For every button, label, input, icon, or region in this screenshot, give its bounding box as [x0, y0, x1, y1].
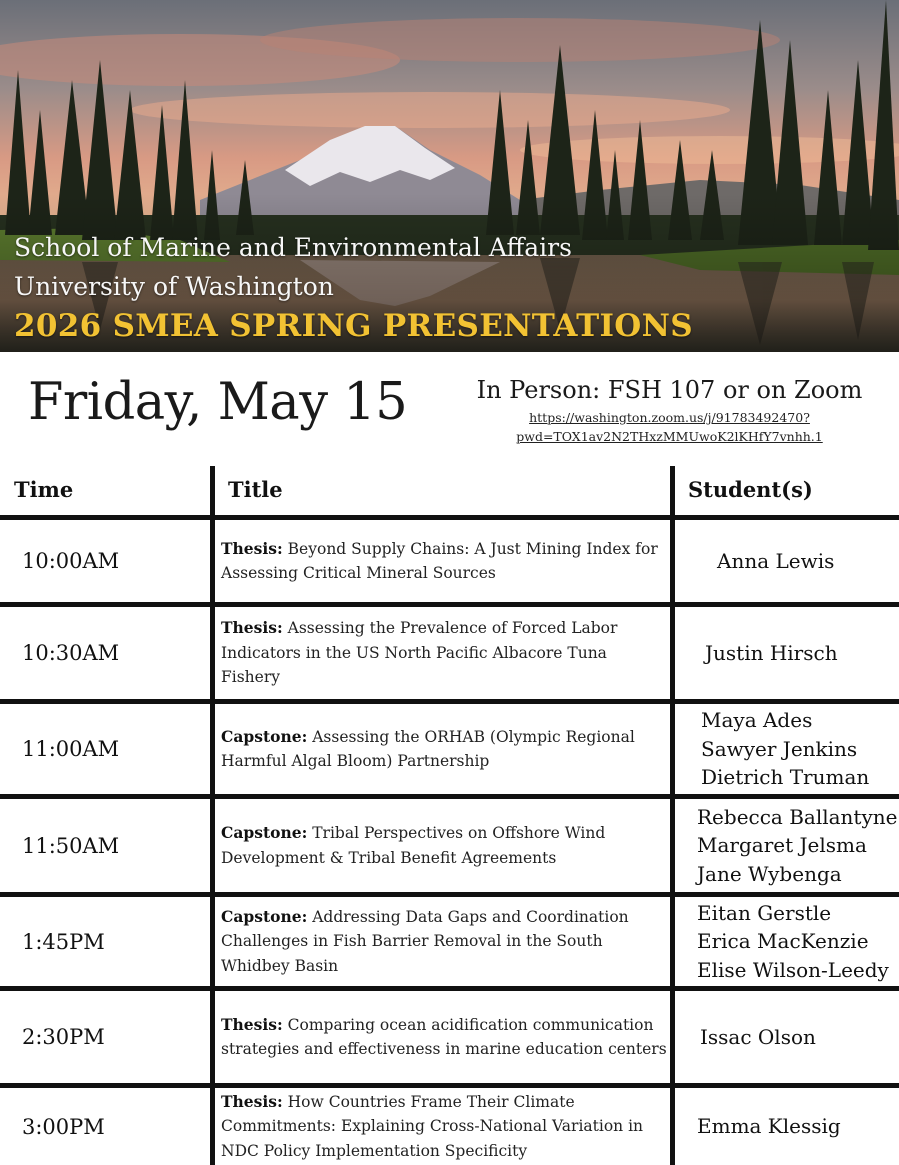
row-title	[217, 607, 672, 699]
row-students	[677, 607, 899, 699]
row-type: Thesis:	[221, 538, 283, 558]
row-students	[677, 704, 899, 794]
student-name: Anna Lewis	[717, 548, 835, 573]
hero-banner	[0, 0, 899, 352]
row-students	[677, 1088, 899, 1165]
hero-text-block	[14, 228, 693, 346]
row-title-text: Assessing the Prevalence of Forced Labor Indicators in the US North Pacific Albacore Tuna Fishery	[221, 619, 618, 687]
student-name: Sawyer Jenkins	[701, 736, 858, 761]
row-title	[217, 520, 672, 602]
row-title	[217, 897, 672, 986]
row-type: Thesis:	[221, 1091, 283, 1111]
row-title-text: Comparing ocean acidification communication strategies and effectiveness in marine education centers	[221, 1015, 667, 1058]
row-time: 1:45PM	[22, 929, 105, 954]
student-name: Eitan Gerstle	[697, 900, 832, 925]
row-title-text: Beyond Supply Chains: A Just Mining Index for Assessing Critical Mineral Sources	[221, 539, 658, 582]
location-label: In Person: FSH 107 or on Zoom	[476, 376, 863, 404]
row-type: Capstone:	[221, 726, 308, 746]
student-name: Rebecca Ballantyne	[697, 804, 898, 829]
location-block	[440, 372, 899, 446]
header-students: Student(s)	[688, 477, 813, 502]
row-students	[677, 520, 899, 602]
zoom-link-line1[interactable]: https://washington.zoom.us/j/91783492470?	[529, 410, 810, 425]
university-name: University of Washington	[14, 272, 334, 301]
row-type: Thesis:	[221, 618, 283, 638]
header-time: Time	[14, 477, 74, 502]
row-students	[677, 897, 899, 986]
row-type: Capstone:	[221, 906, 308, 926]
row-time: 11:00AM	[22, 737, 120, 761]
row-type: Capstone:	[221, 823, 308, 842]
row-title-text: How Countries Frame Their Climate Commitments: Explaining Cross-National Variation in NDC Policy Implementation Specificity	[221, 1092, 644, 1160]
row-title-text: Assessing the ORHAB (Olympic Regional Harmful Algal Bloom) Partnership	[221, 727, 635, 770]
header-title: Title	[228, 477, 283, 502]
row-time: 10:00AM	[22, 549, 120, 573]
event-date: Friday, May 15	[28, 373, 408, 432]
zoom-link-line2[interactable]: pwd=TOX1av2N2THxzMMUwoK2lKHfY7vnhh.1	[516, 429, 823, 444]
row-title	[217, 799, 672, 892]
student-name: Jane Wybenga	[697, 861, 842, 886]
event-title: 2026 SMEA SPRING PRESENTATIONS	[14, 308, 693, 344]
row-title	[217, 1088, 672, 1165]
row-title-text: Addressing Data Gaps and Coordination Challenges in Fish Barrier Removal in the South Whidbey Basin	[221, 907, 629, 975]
student-name: Issac Olson	[700, 1024, 816, 1049]
student-name: Justin Hirsch	[705, 640, 838, 665]
row-title-text: Tribal Perspectives on Offshore Wind Development & Tribal Benefit Agreements	[221, 824, 606, 867]
row-title	[217, 991, 672, 1083]
row-time: 2:30PM	[22, 1025, 105, 1049]
student-name: Margaret Jelsma	[697, 833, 867, 858]
student-name: Elise Wilson-Leedy	[697, 957, 889, 982]
student-name: Emma Klessig	[697, 1114, 841, 1139]
row-students	[677, 799, 899, 892]
row-students	[677, 991, 899, 1083]
row-time: 10:30AM	[22, 641, 120, 665]
student-name: Maya Ades	[701, 708, 813, 733]
row-time: 3:00PM	[22, 1114, 105, 1139]
row-type: Thesis:	[221, 1014, 283, 1034]
row-time: 11:50AM	[22, 833, 120, 858]
row-title	[217, 704, 672, 794]
student-name: Dietrich Truman	[701, 765, 870, 790]
school-name: School of Marine and Environmental Affairs	[14, 233, 572, 262]
student-name: Erica MacKenzie	[697, 929, 869, 954]
